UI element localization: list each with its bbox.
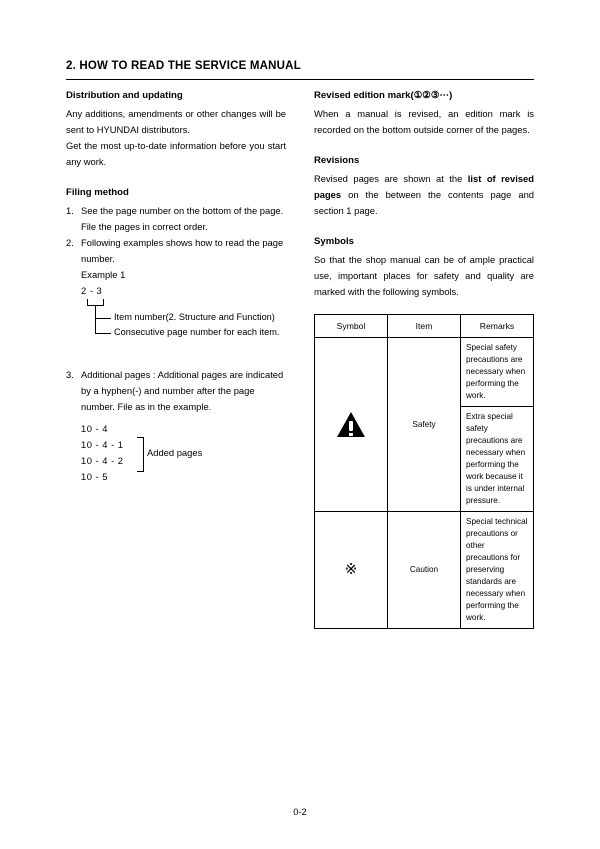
added-pages-label: Added pages xyxy=(147,447,203,458)
exclamation-bar xyxy=(349,421,353,431)
column-header-remarks: Remarks xyxy=(461,315,534,338)
table-header-row xyxy=(315,315,534,338)
page-footer xyxy=(0,806,600,817)
remarks-caution-1: Special technical precautions or other precautions for preserving standards are necessary when performing the work. xyxy=(461,512,534,629)
list-item-text: Following examples shows how to read the page number. xyxy=(81,237,284,264)
revisions-text-before: Revised pages are shown at the xyxy=(314,173,468,184)
right-column xyxy=(314,90,534,629)
diagram-vertical-line xyxy=(95,305,96,333)
symbols-table xyxy=(314,314,534,629)
list-item xyxy=(66,367,286,415)
item-caution: Caution xyxy=(388,512,461,629)
added-page-1: 10 - 4 xyxy=(81,423,108,434)
left-column xyxy=(66,90,286,629)
filing-steps-list xyxy=(66,203,286,219)
list-item-text: Additional pages : Additional pages are indicated by a hyphen(-) and number after the page number. File as in the example. xyxy=(81,369,284,412)
list-item xyxy=(66,203,286,219)
revisions-text-after: on the between the contents page and section 1 page. xyxy=(314,189,534,216)
added-pages-example xyxy=(81,421,281,485)
exclamation-dot xyxy=(349,433,353,436)
symbols-table-head xyxy=(315,315,534,338)
revisions-bold-1: list of revised xyxy=(467,173,534,184)
list-item-number: 3. xyxy=(66,369,74,380)
page-number: 0-2 xyxy=(293,806,307,817)
column-header-item: Item xyxy=(388,315,461,338)
diagram-leader-1 xyxy=(95,318,111,319)
table-row xyxy=(315,338,534,407)
remarks-safety-2: Extra special safety precautions are necessary when performing the work because it is under internal pressure. xyxy=(461,407,534,512)
filing-steps-list-2 xyxy=(66,235,286,267)
symbols-paragraph: So that the shop manual can be of ample practical use, important places for safety and quality are marked with the following symbols. xyxy=(314,254,534,297)
diagram-page-number: 2 - 3 xyxy=(81,285,103,296)
table-row xyxy=(315,512,534,629)
added-pages-brace xyxy=(137,437,144,472)
revisions-bold-2: pages xyxy=(314,189,342,200)
item-safety: Safety xyxy=(388,338,461,512)
list-item xyxy=(66,235,286,267)
added-page-4: 10 - 5 xyxy=(81,471,108,482)
filing-step-1-sub: File the pages in correct order. xyxy=(81,221,208,232)
warning-triangle-icon xyxy=(315,338,388,512)
added-page-3: 10 - 4 - 2 xyxy=(81,455,124,466)
symbols-table-body xyxy=(315,338,534,629)
page-content xyxy=(66,60,534,629)
remarks-safety-1: Special safety precautions are necessary when performing the work. xyxy=(461,338,534,407)
section-heading-revisions: Revisions xyxy=(314,155,360,166)
distribution-paragraph-1: Any additions, amendments or other changes will be sent to HYUNDAI distributors. xyxy=(66,108,286,135)
revised-edition-paragraph: When a manual is revised, an edition mark is recorded on the bottom outside corner of the pages. xyxy=(314,108,534,135)
revisions-paragraph xyxy=(314,171,534,219)
diagram-label-consecutive-page: Consecutive page number for each item. xyxy=(114,327,280,337)
warning-triangle-shape xyxy=(337,412,365,437)
title-divider xyxy=(66,79,534,80)
caution-glyph: ※ xyxy=(344,561,358,578)
diagram-leader-2 xyxy=(95,333,111,334)
section-heading-revised-edition-mark: Revised edition mark(①②③⋯) xyxy=(314,90,453,101)
list-item-number: 2. xyxy=(66,237,74,248)
page-title: 2. HOW TO READ THE SERVICE MANUAL xyxy=(66,60,301,72)
section-heading-filing-method: Filing method xyxy=(66,187,129,198)
two-column-layout xyxy=(66,90,534,629)
page-number-diagram xyxy=(81,285,286,351)
section-heading-symbols: Symbols xyxy=(314,236,354,247)
section-heading-distribution: Distribution and updating xyxy=(66,90,183,101)
list-item-number: 1. xyxy=(66,205,74,216)
list-item-text: See the page number on the bottom of the page. xyxy=(81,205,284,216)
column-header-symbol: Symbol xyxy=(315,315,388,338)
filing-step-2-sub: Example 1 xyxy=(81,269,126,280)
diagram-label-item-number: Item number(2. Structure and Function) xyxy=(114,312,275,322)
caution-icon xyxy=(315,512,388,629)
filing-steps-list-3 xyxy=(66,367,286,415)
added-page-2: 10 - 4 - 1 xyxy=(81,439,124,450)
distribution-paragraph-2: Get the most up-to-date information before you start any work. xyxy=(66,140,286,167)
